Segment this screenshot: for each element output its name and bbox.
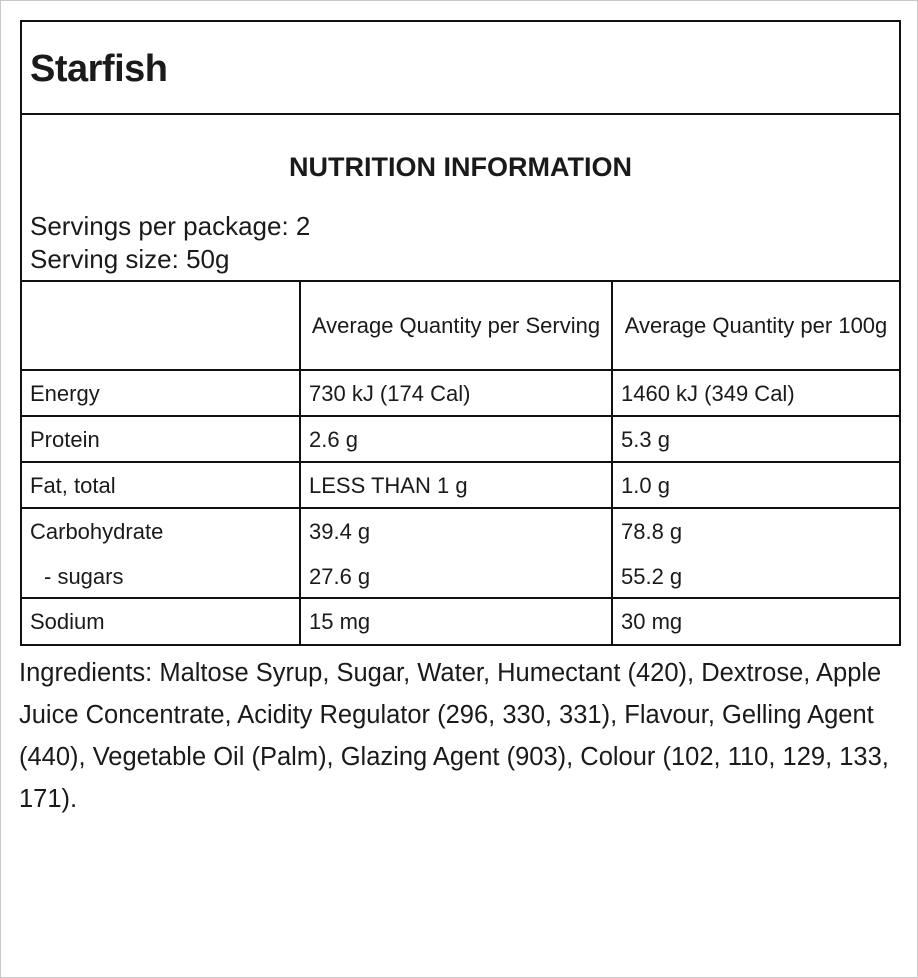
- nutrition-panel: [20, 20, 901, 646]
- table-row: [22, 598, 899, 644]
- sub-row-per-100g: 55.2 g: [621, 564, 683, 589]
- row-per-100g: 78.8 g: [621, 519, 683, 544]
- table-row: [22, 508, 899, 598]
- sub-row-per-serving: 27.6 g: [309, 564, 371, 589]
- serving-size: Serving size: 50g: [30, 244, 230, 274]
- table-row: [22, 462, 899, 508]
- row-label: Energy: [30, 381, 100, 406]
- info-box: [22, 115, 899, 282]
- nutrition-heading: NUTRITION INFORMATION: [289, 152, 632, 182]
- row-per-serving: LESS THAN 1 g: [300, 462, 612, 508]
- nutrition-table: [22, 282, 899, 644]
- row-label: Carbohydrate: [30, 519, 164, 544]
- row-label: Sodium: [30, 609, 105, 634]
- row-per-100g: 30 mg: [612, 598, 899, 644]
- header-cell-per-100g: Average Quantity per 100g: [612, 282, 899, 370]
- header-cell-per-serving: Average Quantity per Serving: [300, 282, 612, 370]
- servings-per-package: Servings per package: 2: [30, 211, 311, 241]
- row-per-serving: 730 kJ (174 Cal): [300, 370, 612, 416]
- row-per-100g: 1.0 g: [612, 462, 899, 508]
- row-per-100g: 5.3 g: [612, 416, 899, 462]
- table-row: [22, 416, 899, 462]
- row-per-100g-group: [612, 508, 899, 598]
- row-label-group: [22, 508, 300, 598]
- row-per-100g: 1460 kJ (349 Cal): [612, 370, 899, 416]
- ingredients-text: Ingredients: Maltose Syrup, Sugar, Water, Humectant (420), Dextrose, Apple Juice Concentrate, Acidity Regulator (296, 330, 331), Flavour, Gelling Agent (440), Vegetable Oil (Palm), Glazing Agent (903), Colour (102, 110, 129, 133, 171).: [19, 659, 889, 813]
- row-label: Protein: [30, 427, 100, 452]
- product-title: Starfish: [30, 48, 168, 90]
- row-per-serving: 2.6 g: [300, 416, 612, 462]
- header-cell-blank: [22, 282, 300, 370]
- title-box: [22, 22, 899, 115]
- row-per-serving: 39.4 g: [309, 519, 371, 544]
- row-per-serving-group: [300, 508, 612, 598]
- table-row: [22, 370, 899, 416]
- row-per-serving: 15 mg: [300, 598, 612, 644]
- row-label: Fat, total: [30, 473, 116, 498]
- table-header-row: [22, 282, 899, 370]
- sub-row-label: - sugars: [44, 564, 124, 589]
